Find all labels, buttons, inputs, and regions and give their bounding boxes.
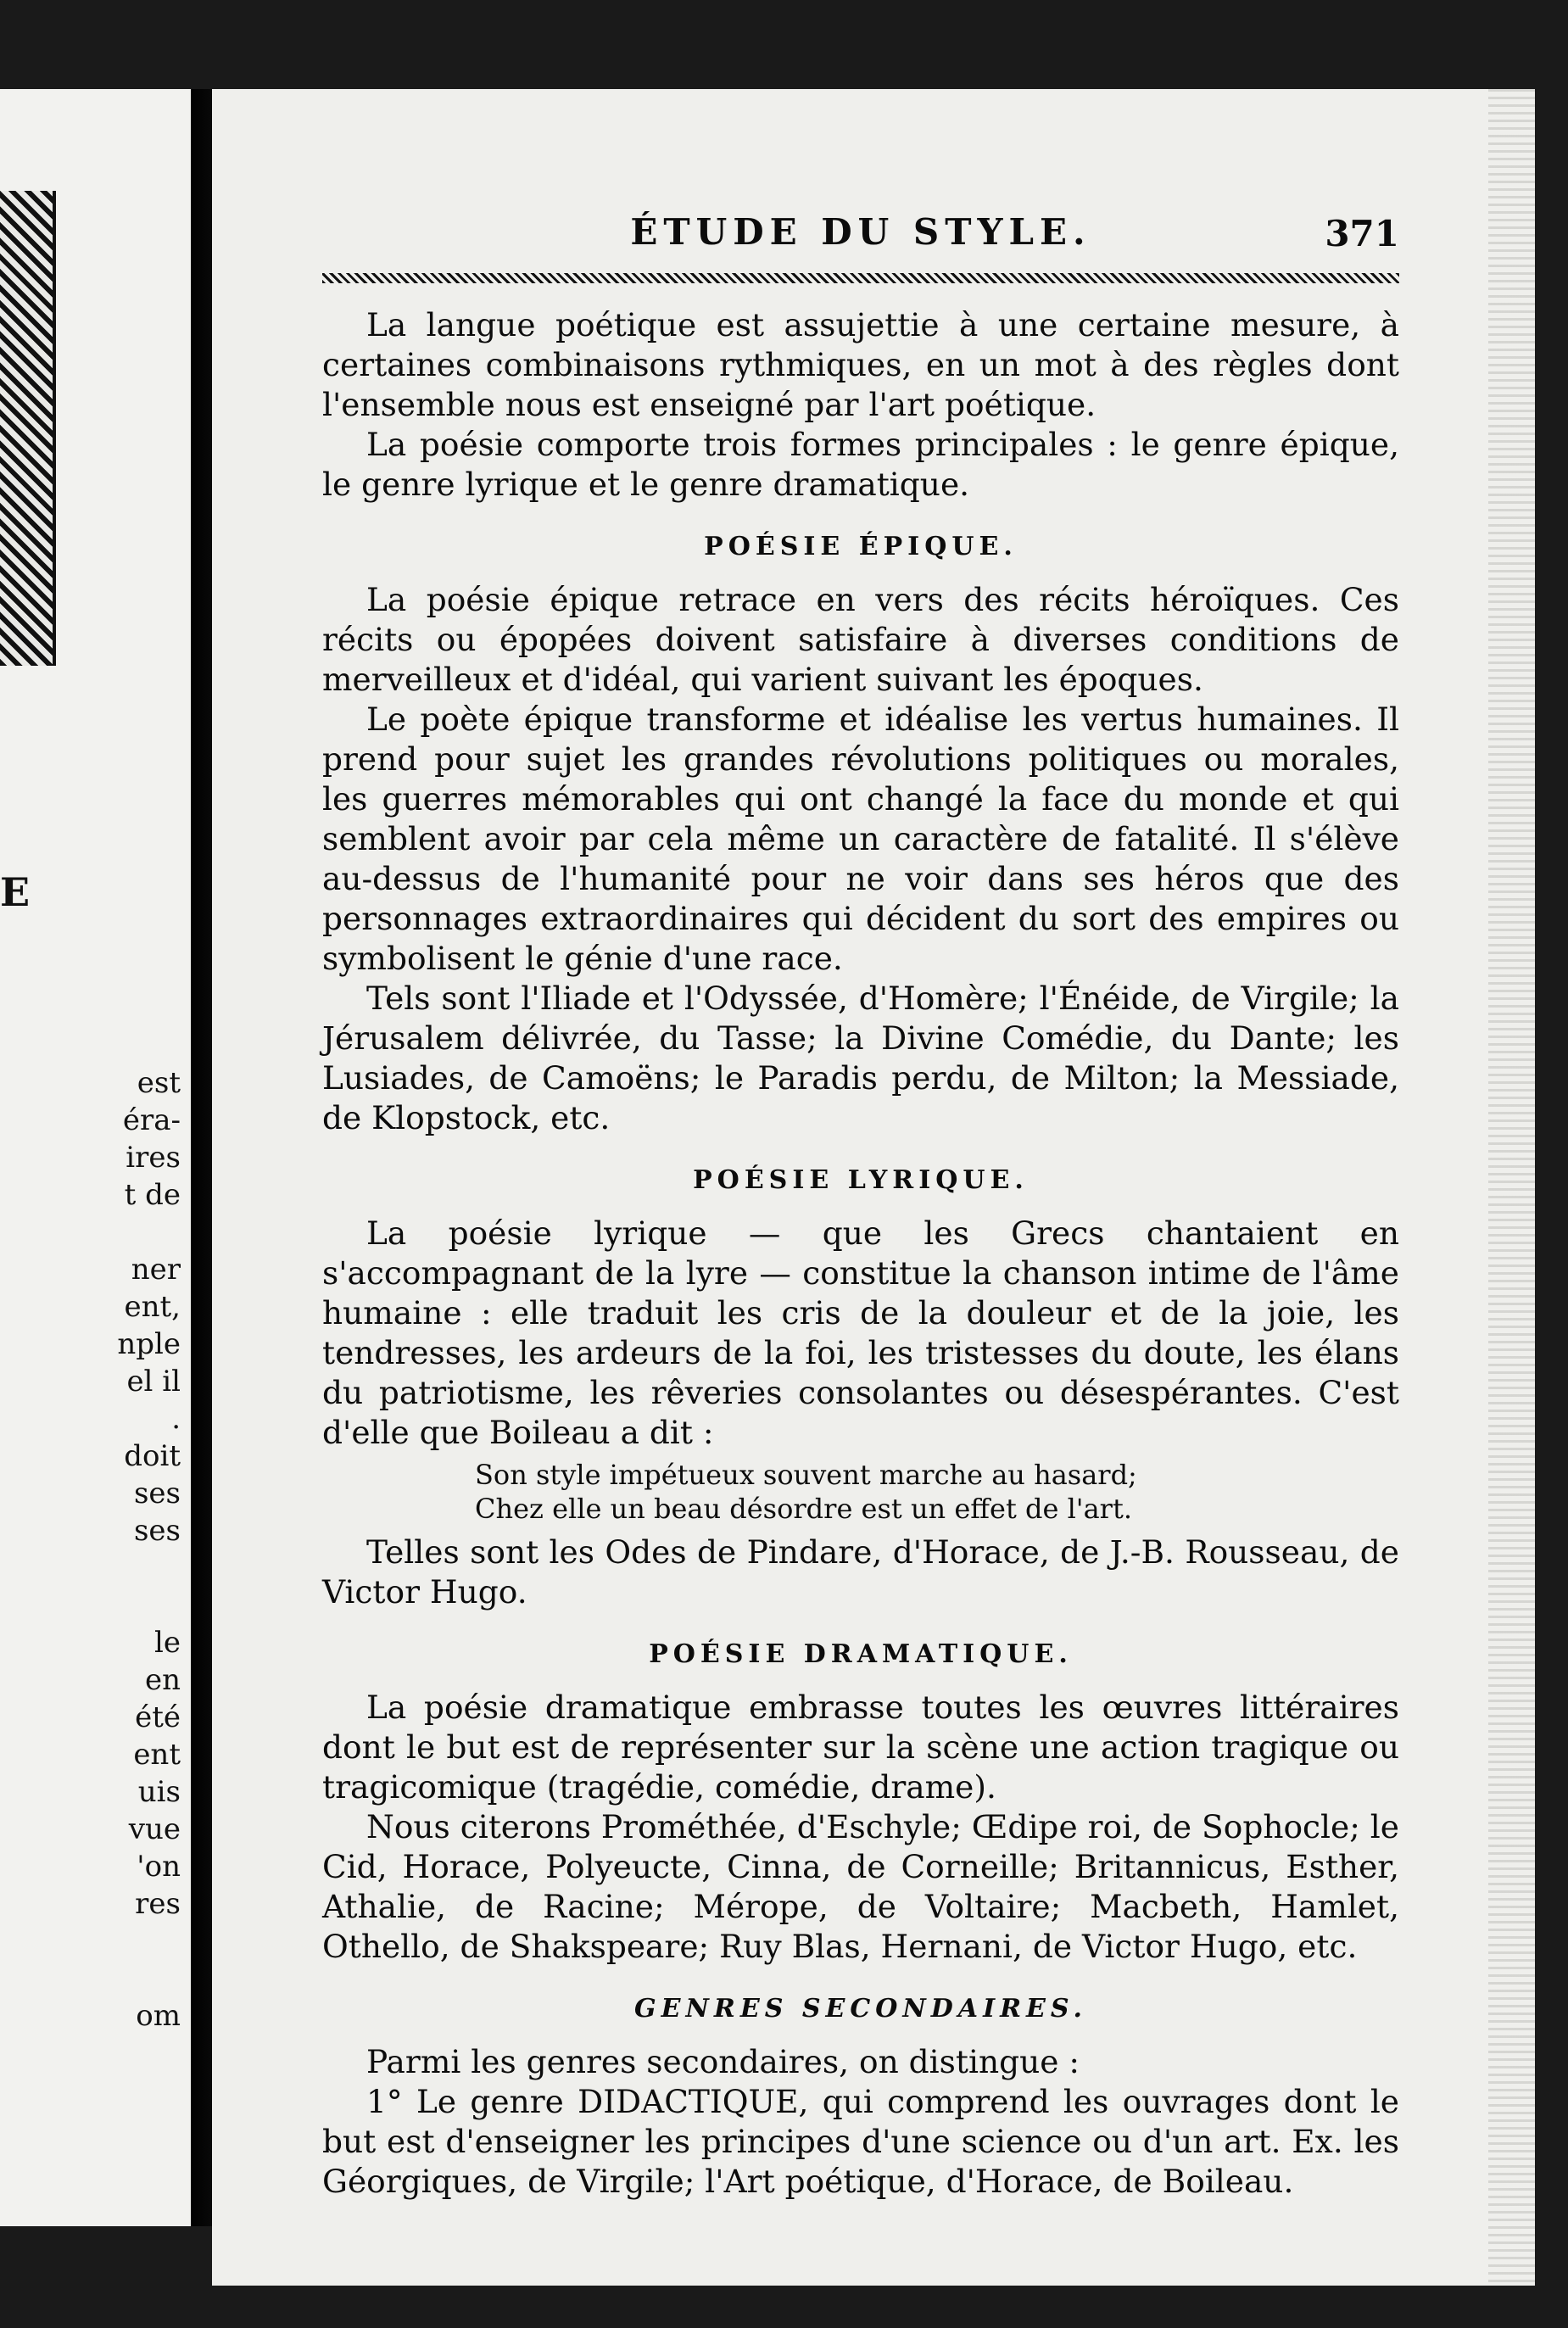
text-fragment: éra- [122,1103,181,1137]
text-fragment: ses [133,1477,181,1510]
text-fragment: ires [126,1141,181,1175]
epic-paragraph: Le poète épique transforme et idéalise les vertus humaines. Il prend pour sujet les grandes révolutions politiques ou morales, les guerres mémorables qui ont changé la face du monde et qui semblent avoir par cela même un caractère de fatalité. Il s'élève au-dessus de l'humanité pour ne voir dans ses héros que des personnages extraordinaires qui décident du sort des empires ou symbolisent le génie d'une race. [322,701,1399,977]
text-fragment: vue [128,1812,181,1846]
text-fragment: ses [133,1514,181,1548]
dramatic-paragraph: La poésie dramatique embrasse toutes les œuvres littéraires dont le but est de représenter sur la scène une action tragique ou tragicomique (tragédie, comédie, drame). [322,1689,1399,1806]
text-fragment: uis [137,1775,181,1809]
text-fragment [117,1587,181,1624]
cropped-text-fragments [117,1064,181,2035]
text-fragment [117,1960,181,1997]
cropped-heading-fragment: E [0,869,31,915]
section-heading-dramatic: POÉSIE DRAMATIQUE. [649,1639,1073,1669]
lyric-paragraph: Telles sont les Odes de Pindare, d'Horace, de J.-B. Rousseau, de Victor Hugo. [322,1533,1399,1611]
text-fragment: en [144,1663,181,1697]
secondary-paragraph: Parmi les genres secondaires, on distingue : [366,2043,1080,2080]
text-fragment: el il [126,1365,181,1398]
decorative-ornament [0,191,56,666]
text-fragment: été [135,1700,181,1734]
epic-paragraph: Tels sont l'Iliade et l'Odyssée, d'Homère; l'Énéide, de Virgile; la Jérusalem délivrée, du Tasse; la Divine Comédie, du Dante; les Lusiades, de Camoëns; le Paradis perdu, de Milton; la Messiade, de Klopstock, etc. [322,980,1399,1136]
text-fragment: est [137,1066,181,1100]
running-title: ÉTUDE DU STYLE. [630,211,1091,253]
epic-paragraph: La poésie épique retrace en vers des récits héroïques. Ces récits ou épopées doivent satisfaire à diverses conditions de merveilleux et d'idéal, qui varient suivant les époques. [322,581,1399,698]
book-page [212,89,1535,2286]
text-fragment: ner [131,1253,181,1287]
text-fragment: t de [124,1178,181,1212]
text-fragment: nple [117,1327,181,1361]
section-heading-epic: POÉSIE ÉPIQUE. [704,532,1018,561]
secondary-paragraph: 1° Le genre DIDACTIQUE, qui comprend les ouvrages dont le but est d'enseigner les principes d'une science ou d'un art. Ex. les Géorgiques, de Virgile; l'Art poétique, d'Horace, de Boileau. [322,2083,1399,2200]
verse-quote [475,1458,1399,1526]
text-fragment: le [154,1626,181,1660]
header-rule [322,273,1399,283]
section-heading-secondary: GENRES SECONDAIRES. [634,1994,1087,2024]
section-heading-lyric: POÉSIE LYRIQUE. [693,1165,1029,1195]
text-fragment [117,1214,181,1251]
intro-paragraph: La langue poétique est assujettie à une certaine mesure, à certaines combinaisons rythmiques, en un mot à des règles dont l'ensemble nous est enseigné par l'art poétique. [322,306,1399,423]
intro-paragraph: La poésie comporte trois formes principales : le genre épique, le genre lyrique et le genre dramatique. [322,426,1399,503]
page-number: 371 [1325,213,1399,254]
dramatic-paragraph: Nous citerons Prométhée, d'Eschyle; Œdipe roi, de Sophocle; le Cid, Horace, Polyeucte, Cinna, de Corneille; Britannicus, Esther, Athalie, de Racine; Mérope, de Voltaire; Macbeth, Hamlet, Othello, de Shakspeare; Ruy Blas, Hernani, de Victor Hugo, etc. [322,1808,1399,1965]
page-content [322,212,1399,2202]
text-fragment: ent, [124,1290,181,1324]
text-fragment: ent [133,1738,181,1772]
text-fragment: doit [124,1439,181,1473]
verse-line: Chez elle un beau désordre est un effet de l'art. [475,1493,1132,1525]
text-fragment: 'on [137,1850,181,1884]
text-fragment [117,1923,181,1960]
lyric-paragraph: La poésie lyrique — que les Grecs chantaient en s'accompagnant de la lyre — constitue la chanson intime de l'âme humaine : elle traduit les cris de la douleur et de la joie, les tendresses, les ardeurs de la foi, les tristesses du doute, les élans du patriotisme, les rêveries consolantes ou désespérantes. C'est d'elle que Boileau a dit : [322,1214,1399,1451]
text-fragment: res [135,1887,181,1921]
text-fragment [117,1549,181,1587]
page-header [322,212,1399,271]
text-fragment: . [171,1402,181,1436]
page-edge [1488,89,1535,2286]
verse-line: Son style impétueux souvent marche au hasard; [475,1459,1137,1491]
previous-page-strip [0,89,191,2226]
text-fragment: om [136,1999,181,2033]
